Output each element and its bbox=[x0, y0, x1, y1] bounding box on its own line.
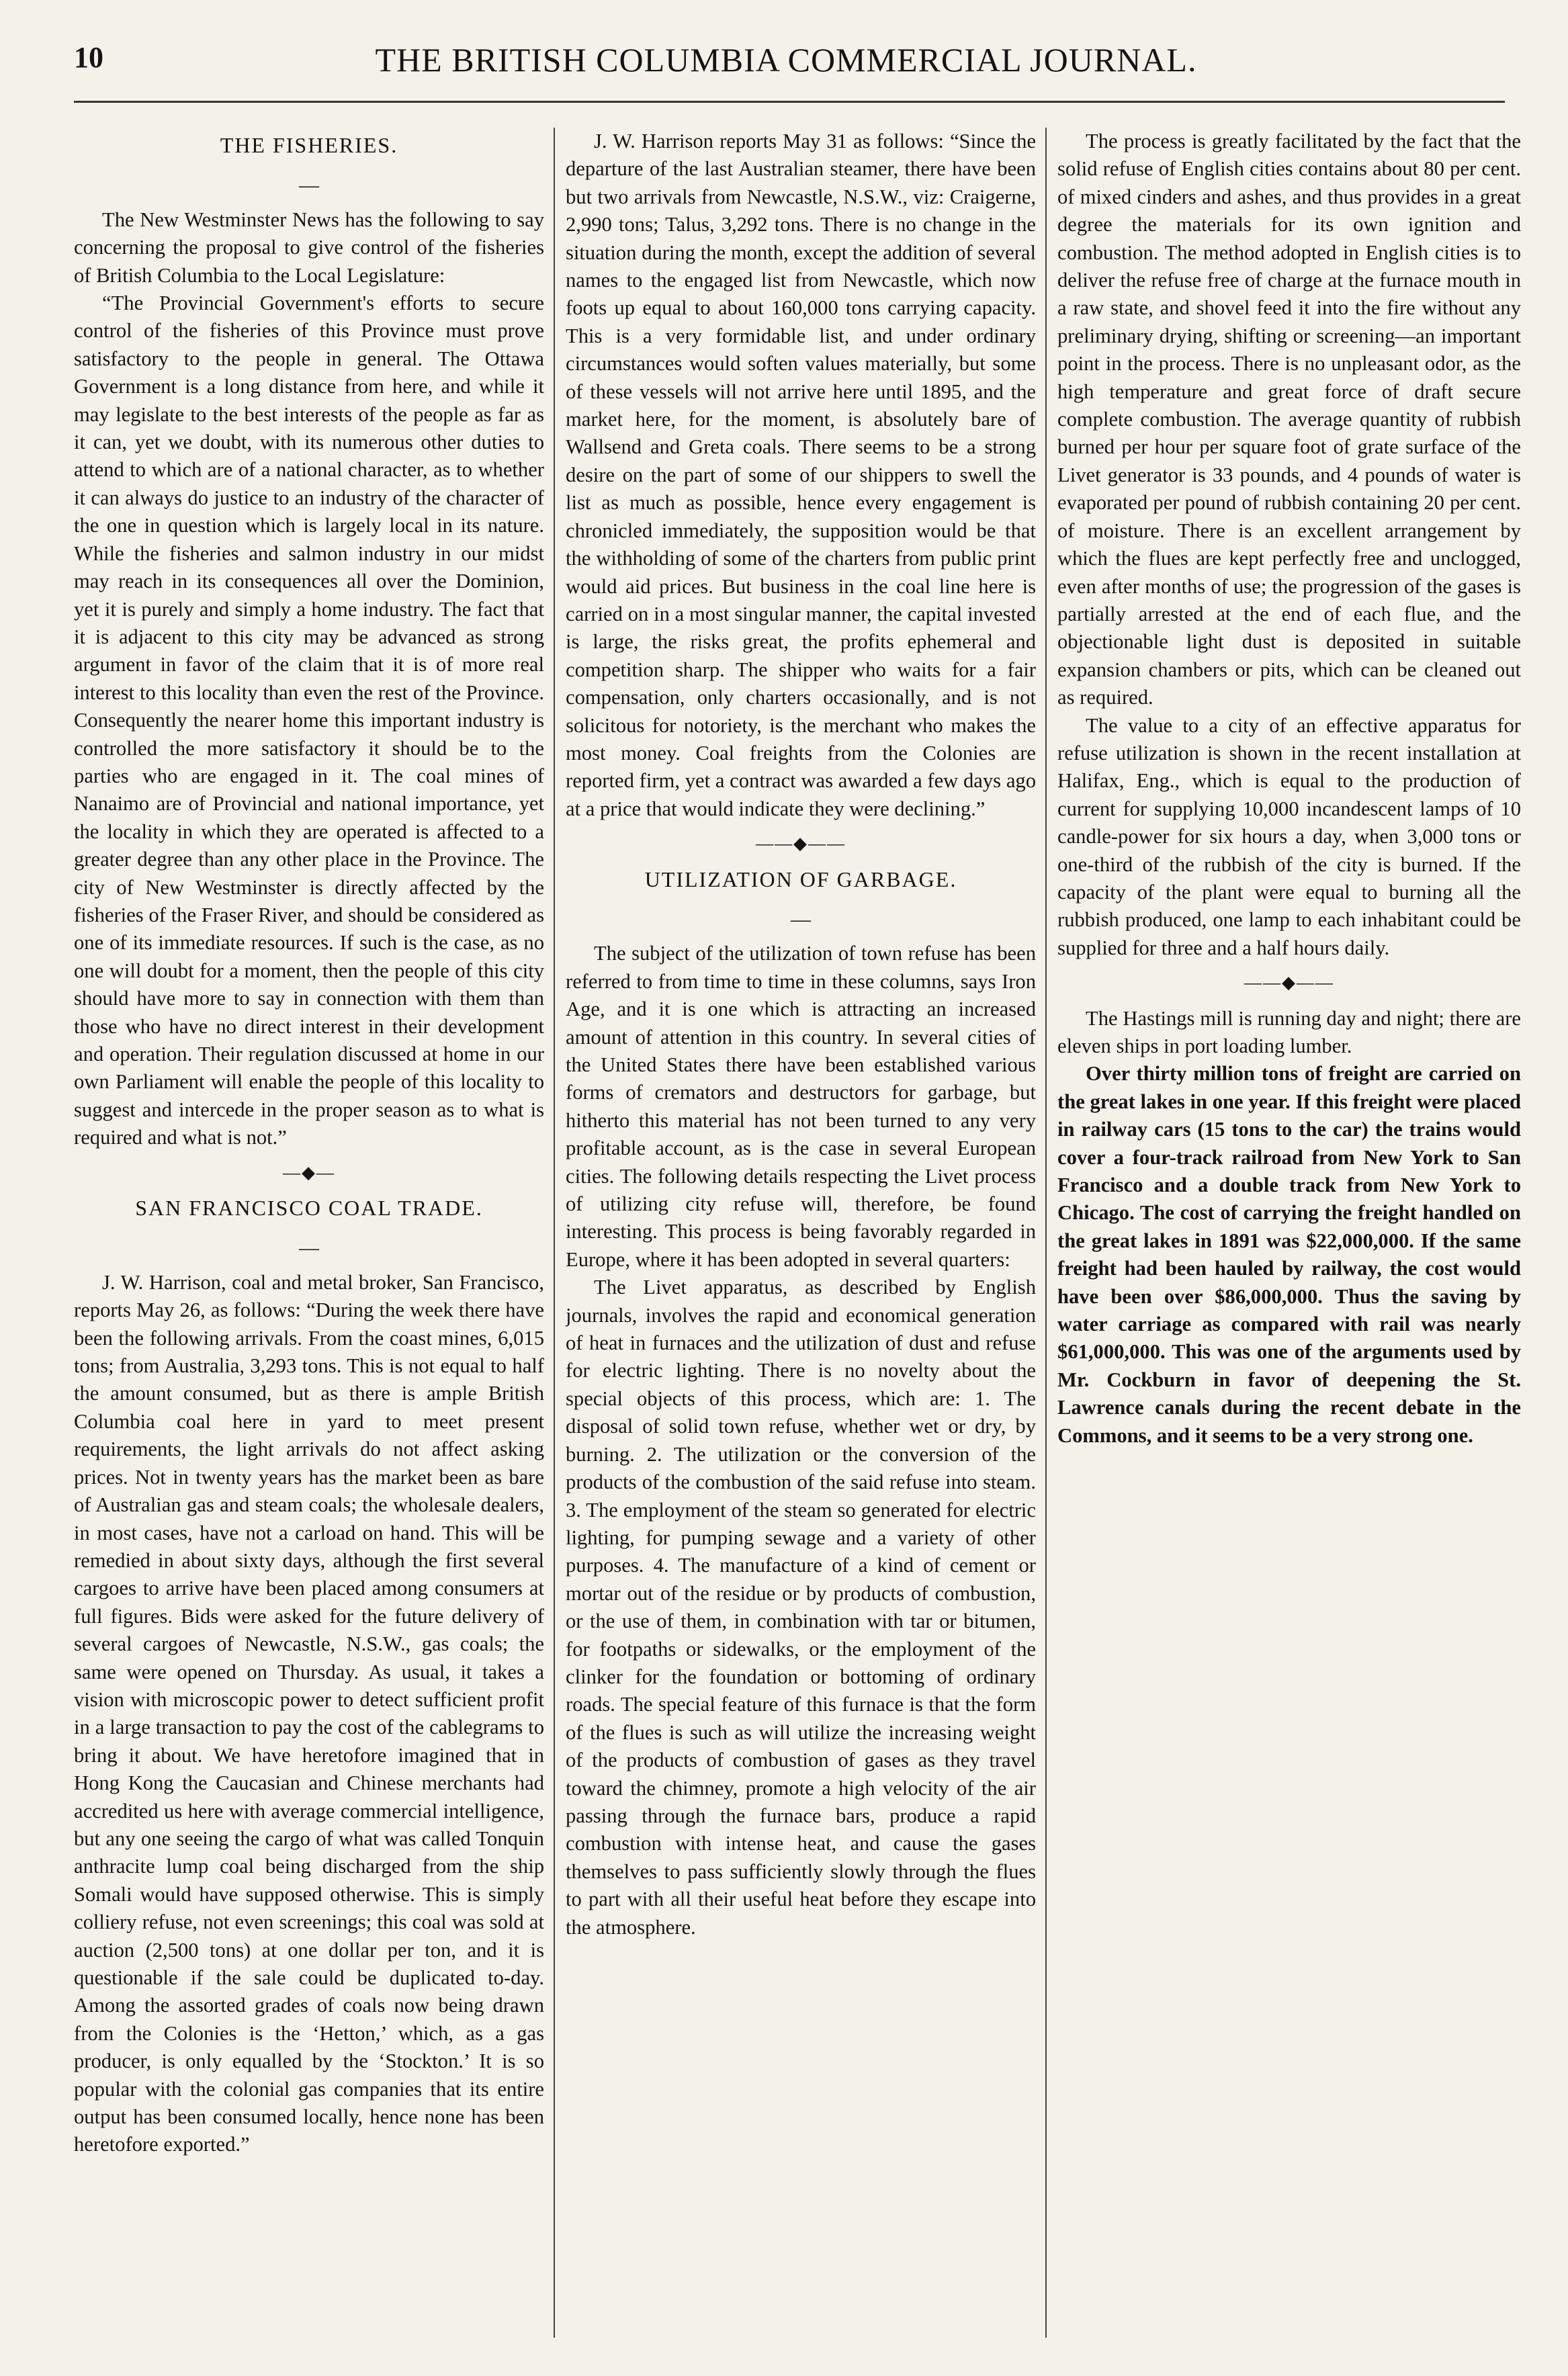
garbage-paragraph: The process is greatly facilitated by the fact that the solid refuse of English cities contains about 80 per cent. of mixed cinders and ashes, and thus provides in a great degree the materials for its own ignition and combustion. The method adopted in English cities is to deliver the refuse free of charge at the furnace mouth in a raw state, and shovel feed it into the fire without any preliminary drying, shifting or screening—an important point in the process. There is no unpleasant odor, as the high temperature and great force of draft secure complete combustion. The average quantity of rubbish burned per hour per square foot of grate surface of the Livet generator is 33 pounds, and 4 pounds of water is evaporated per pound of rubbish containing 20 per cent. of moisture. There is an excellent arrangement by which the flues are kept perfectly free and unclogged, even after months of use; the progression of the gases is partially arrested at the end of each flue, and the objectionable light dust is deposited in suitable expansion chambers or pits, which can be cleaned out as required. bbox=[1057, 130, 1521, 709]
section-separator: ——◆—— bbox=[1244, 973, 1334, 993]
section-separator: ——◆—— bbox=[756, 834, 846, 854]
page-number: 10 bbox=[74, 41, 103, 74]
fisheries-paragraph: The New Westminster News has the following to say concerning the proposal to give control of the fisheries of British Columbia to the Local Legislature: bbox=[74, 208, 544, 287]
column-1 bbox=[74, 128, 544, 2338]
lakes-note: Over thirty million tons of freight are carried on the great lakes in one year. If this freight were placed in railway cars (15 tons to the car) the trains would cover a four-track railroad from New York to San Francisco and a double track from New York to Chicago. The cost of carrying the freight handled on the great lakes in 1891 was $22,000,000. If the same freight had been hauled by railway, the cost would have been over $86,000,000. Thus the saving by water carriage as compared with rail was nearly $61,000,000. This was one of the arguments used by Mr. Cockburn in favor of deepening the St. Lawrence canals during the recent debate in the Commons, and it seems to be a very strong one. bbox=[1057, 1062, 1521, 1447]
column-rule bbox=[554, 128, 555, 2338]
coal-paragraph: J. W. Harrison, coal and metal broker, San Francisco, reports May 26, as follows: “During the week there have been the following arrivals. From the coast mines, 6,015 tons; from Australia, 3,293 tons. This is not equal to half the amount consumed, but as there is ample British Columbia coal here in yard to meet present requirements, the light arrivals do not affect asking prices. Not in twenty years has the market been as bare of Australian gas and steam coals; the wholesale dealers, in most cases, have not a carload on hand. This will be remedied in about sixty days, although the first several cargoes to arrive have been placed among consumers at full figures. Bids were asked for the future delivery of several cargoes of Newcastle, N.S.W., gas coals; the same were opened on Thursday. As usual, it takes a vision with microscopic power to detect sufficient profit in a large transaction to pay the cost of the cablegrams to bring it about. We have heretofore imagined that in Hong Kong the Caucasian and Chinese merchants had accredited us here with average commercial intelligence, but any one seeing the cargo of what was called Tonquin anthracite lump coal being discharged from the ship Somali would have supposed otherwise. This is simply colliery refuse, not even screenings; this coal was sold at auction (2,500 tons) at one dollar per ton, and it is questionable if the sale could be duplicated to-day. Among the assorted grades of coals now being drawn from the Colonies is the ‘Hetton,’ which, as a gas producer, is only equalled by the ‘Stockton.’ It is so popular with the colonial gas companies that its entire output has been consumed locally, hence none has been heretofore exported.” bbox=[74, 1270, 544, 2156]
page-header bbox=[74, 40, 1498, 87]
garbage-paragraph: The Livet apparatus, as described by English journals, involves the rapid and economical generation of heat in furnaces and the utilization of dust and refuse for electric lighting. There is no novelty about the special objects of this process, which are: 1. The disposal of solid town refuse, whether wet or dry, by burning. 2. The utilization or the conversion of the products of the combustion of the said refuse into steam. 3. The employment of the steam so generated for electric lighting, for pumping sewage and a variety of other purposes. 4. The manufacture of a kind of cement or mortar out of the residue or by products of combustion, or the use of them, in combination with tar or bitumen, for footpaths or sidewalks, or the employment of the clinker for the foundation or bottoming of ordinary roads. The special feature of this furnace is that the form of the flues is such as will utilize the increasing weight of the products of combustion of gases as they travel toward the chimney, promote a high velocity of the air passing through the furnace bars, produce a rapid combustion with intense heat, and cause the gases themselves to pass sufficiently slowly through the flues to part with all their useful heat before they escape into the atmosphere. bbox=[566, 1276, 1036, 1939]
section-separator: —◆— bbox=[283, 1162, 335, 1182]
header-rule bbox=[74, 101, 1505, 103]
garbage-title: UTILIZATION OF GARBAGE. bbox=[644, 867, 957, 891]
hastings-note: The Hastings mill is running day and night; there are eleven ships in port loading lumber. bbox=[1057, 1006, 1521, 1057]
column-2 bbox=[566, 128, 1036, 2338]
garbage-paragraph: The value to a city of an effective apparatus for refuse utilization is shown in the recent installation at Halifax, Eng., which is equal to the production of current for supplying 10,000 incandescent lamps of 10 candle-power for six hours a day, when 3,000 tons or one-third of the rubbish of the city is burned. If the capacity of the plant were equal to burning all the rubbish produced, one lamp to each inhabitant could be supplied for three and a half hours daily. bbox=[1057, 713, 1521, 959]
title-dash: — bbox=[791, 908, 811, 930]
fisheries-title: THE FISHERIES. bbox=[220, 133, 398, 157]
column-3 bbox=[1057, 128, 1521, 2338]
coal-paragraph: J. W. Harrison reports May 31 as follows: “Since the departure of the last Australian steamer, there have been but two arrivals from Newcastle, N.S.W., viz: Craigerne, 2,990 tons; Talus, 3,292 tons. There is no change in the situation during the month, except the addition of several names to the engaged list from Newcastle, which now foots up equal to about 160,000 tons carrying capacity. This is a very formidable list, and under ordinary circumstances would soften values materially, but some of these vessels will not arrive here until 1895, and the market here, for the moment, is absolutely bare of Wallsend and Greta coals. There seems to be a strong desire on the part of some of our shippers to swell the list as much as possible, hence every engagement is chronicled immediately, the supposition would be that the withholding of some of the charters from public print would aid prices. But business in the coal line here is carried on in a most singular manner, the capital invested is large, the risks great, the profits ephemeral and competition sharp. The shipper who waits for a fair compensation, only charters occasionally, and is not solicitous for notoriety, is the merchant who makes the most money. Coal freights from the Colonies are reported firm, yet a contract was awarded a few days ago at a price that would indicate they were declining.” bbox=[566, 130, 1036, 820]
column-rule bbox=[1045, 128, 1047, 2338]
title-dash: — bbox=[299, 1237, 319, 1260]
fisheries-paragraph: “The Provincial Government's efforts to secure control of the fisheries of this Province must prove satisfactory to the people in general. The Ottawa Government is a long distance from here, and while it may legislate to the best interests of the people as far as it can, yet we doubt, with its numerous other duties to attend to which are of a national character, as to whether it can always do justice to an industry of the character of the one in question which is largely local in its nature. While the fisheries and salmon industry in our midst may reach in its consequences all over the Dominion, yet it is purely and simply a home industry. The fact that it is adjacent to this city may be advanced as strong argument in favor of the claim that it is of more real interest to this locality than even the rest of the Province. Consequently the nearer home this important industry is controlled the more satisfactory it should be to the parties who are engaged in it. The coal mines of Nanaimo are of Provincial and national importance, yet the locality in which they are operated is affected to a greater degree than any other place in the Province. The city of New Westminster is directly affected by the fisheries of the Fraser River, and should be considered as one of its immediate resources. If such is the case, as no one will doubt for a moment, then the people of this city should have more to say in connection with them than those who have no direct interest in their development and operation. Their regulation discussed at home in our own Parliament will enable the people of this locality to suggest and intercede in the proper season as to what is required and what is not.” bbox=[74, 292, 544, 1149]
garbage-paragraph: The subject of the utilization of town refuse has been referred to from time to time in these columns, says Iron Age, and it is one which is attracting an increased amount of attention in this country. In several cities of the United States there have been established various forms of cremators and destructors for garbage, but hitherto this material has not been turned to any very profitable account, as is the case in several European cities. The following details respecting the Livet process of utilizing city refuse will, therefore, be found interesting. This process is being favorably regarded in Europe, where it has been adopted in several quarters: bbox=[566, 942, 1036, 1271]
coal-title: SAN FRANCISCO COAL TRADE. bbox=[135, 1196, 483, 1221]
title-dash: — bbox=[299, 174, 319, 197]
masthead: THE BRITISH COLUMBIA COMMERCIAL JOURNAL. bbox=[375, 41, 1197, 79]
